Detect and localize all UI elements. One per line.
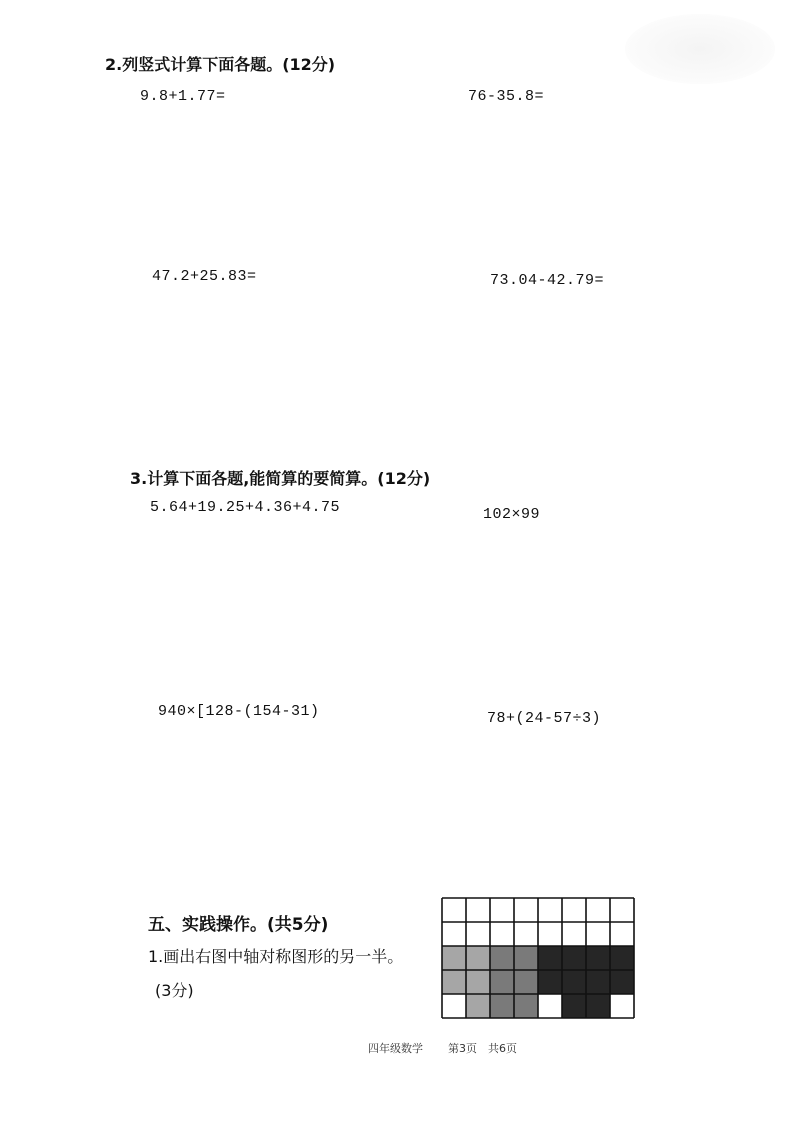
problem-2-3: 47.2+25.83= — [152, 268, 257, 285]
symmetry-grid — [440, 896, 636, 1030]
footer-subject: 四年级数学 — [368, 1042, 423, 1055]
problem-2-4: 73.04-42.79= — [490, 272, 605, 289]
scan-smudge — [625, 14, 775, 84]
problem-3-2: 102×99 — [483, 506, 541, 523]
problem-2-1: 9.8+1.77= — [140, 88, 226, 105]
footer-page: 第3页 — [448, 1042, 477, 1055]
question-5-1-points: (3分) — [155, 981, 194, 1000]
problem-3-4: 78+(24-57÷3) — [487, 710, 602, 727]
question-5-1: 1.画出右图中轴对称图形的另一半。 — [148, 947, 404, 966]
footer-total: 共6页 — [488, 1042, 517, 1055]
problem-2-2: 76-35.8= — [468, 88, 545, 105]
section-3-heading: 3.计算下面各题,能简算的要简算。(12分) — [130, 469, 431, 488]
problem-3-1: 5.64+19.25+4.36+4.75 — [150, 499, 341, 516]
section-2-heading: 2.列竖式计算下面各题。(12分) — [105, 55, 336, 74]
section-5-heading: 五、实践操作。(共5分) — [148, 915, 329, 935]
problem-3-3: 940×[128-(154-31) — [158, 703, 320, 720]
